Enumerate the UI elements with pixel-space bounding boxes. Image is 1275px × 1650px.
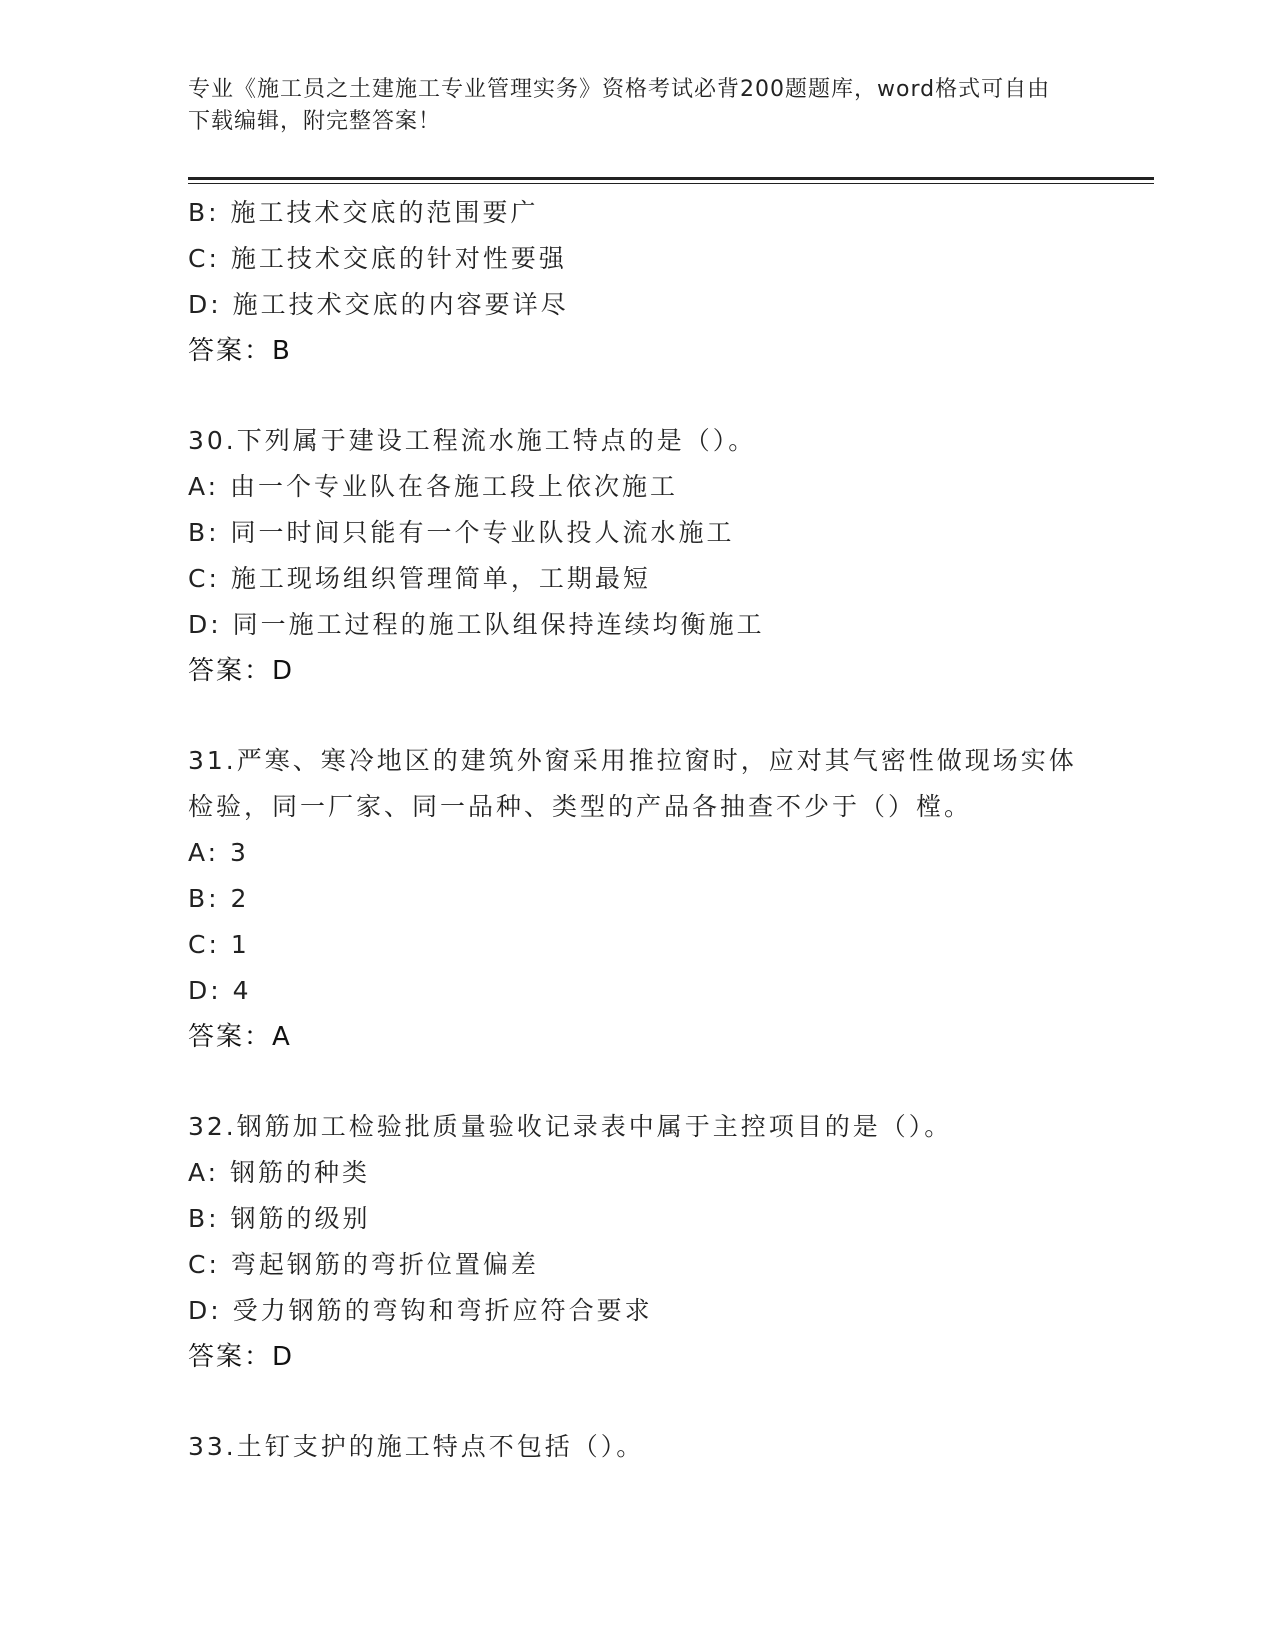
option-c: C: 施工现场组织管理简单，工期最短 <box>188 564 651 593</box>
option-c: C: 弯起钢筋的弯折位置偏差 <box>188 1250 539 1279</box>
option-a: A: 由一个专业队在各施工段上依次施工 <box>188 472 679 501</box>
option-a: A: 3 <box>188 838 249 867</box>
header-rule-thick <box>188 177 1154 180</box>
option-b: B: 2 <box>188 884 250 913</box>
option-d: D: 4 <box>188 976 252 1005</box>
answer: 答案：B <box>188 336 292 366</box>
question-list <box>188 190 1128 1470</box>
question-30 <box>188 418 1128 694</box>
answer: 答案：D <box>188 656 295 686</box>
document-header: 专业《施工员之土建施工专业管理实务》资格考试必背200题题库，word格式可自由下载编辑，附完整答案！ <box>188 77 1051 134</box>
question-stem: 30.下列属于建设工程流水施工特点的是（）。 <box>188 426 757 455</box>
question-stem: 33.土钉支护的施工特点不包括（）。 <box>188 1432 645 1461</box>
option-b: B: 同一时间只能有一个专业队投人流水施工 <box>188 518 735 547</box>
question-32 <box>188 1104 1128 1380</box>
question-33 <box>188 1424 1128 1470</box>
option-d: D: 受力钢筋的弯钩和弯折应符合要求 <box>188 1296 653 1325</box>
option-d: D: 同一施工过程的施工队组保持连续均衡施工 <box>188 610 765 639</box>
question-29-continued <box>188 190 1128 374</box>
question-stem: 31.严寒、寒冷地区的建筑外窗采用推拉窗时，应对其气密性做现场实体检验，同一厂家、同一品种、类型的产品各抽查不少于（）樘。 <box>188 746 1077 821</box>
option-c: C: 1 <box>188 930 250 959</box>
option-a: A: 钢筋的种类 <box>188 1158 371 1187</box>
option-c: C: 施工技术交底的针对性要强 <box>188 244 567 273</box>
option-b: B: 施工技术交底的范围要广 <box>188 198 539 227</box>
header-rule-thin <box>188 183 1154 184</box>
answer: 答案：A <box>188 1022 292 1052</box>
option-b: B: 钢筋的级别 <box>188 1204 371 1233</box>
option-d: D: 施工技术交底的内容要详尽 <box>188 290 569 319</box>
question-stem: 32.钢筋加工检验批质量验收记录表中属于主控项目的是（）。 <box>188 1112 953 1141</box>
question-31 <box>188 738 1128 1060</box>
answer: 答案：D <box>188 1342 295 1372</box>
